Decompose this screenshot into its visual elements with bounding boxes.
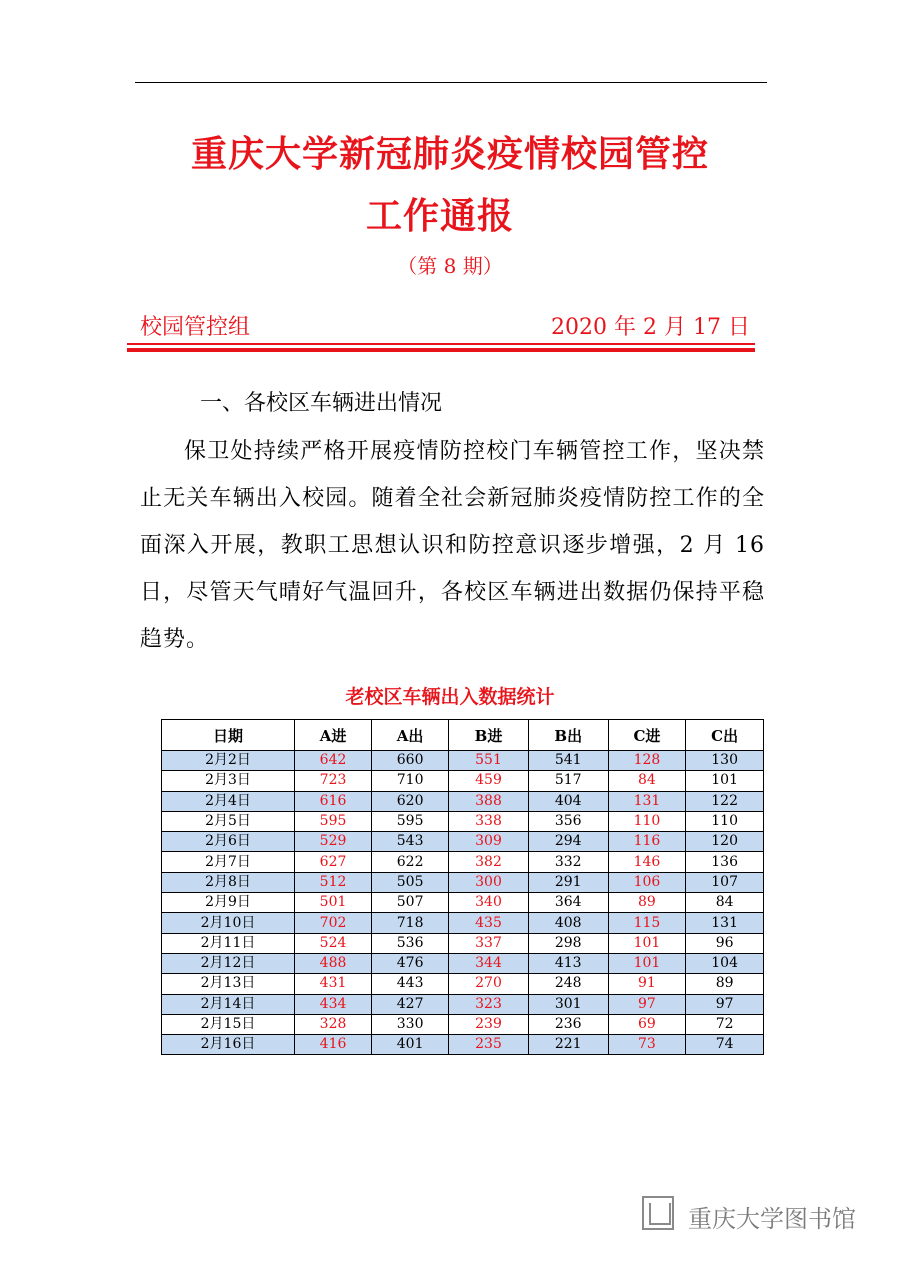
c-in-cell: 116 xyxy=(608,832,686,852)
date-cell: 2月7日 xyxy=(162,852,295,872)
c-in-cell: 146 xyxy=(608,852,686,872)
a-out-cell: 443 xyxy=(372,974,449,994)
c-out-cell: 97 xyxy=(686,994,764,1014)
a-out-cell: 401 xyxy=(372,1035,449,1055)
red-divider-thick xyxy=(127,348,755,352)
b-out-cell: 413 xyxy=(528,953,608,973)
b-in-cell: 459 xyxy=(449,771,529,791)
b-in-cell: 382 xyxy=(449,852,529,872)
top-rule xyxy=(135,82,767,83)
section-heading: 一、各校区车辆进出情况 xyxy=(200,391,443,416)
a-in-cell: 328 xyxy=(295,1014,372,1034)
table-row xyxy=(162,872,764,892)
b-in-cell: 235 xyxy=(449,1035,529,1055)
c-out-cell: 72 xyxy=(686,1014,764,1034)
section-paragraph: 保卫处持续严格开展疫情防控校门车辆管控工作，坚决禁止无关车辆出入校园。随着全社会新冠肺炎疫情防控工作的全面深入开展，教职工思想认识和防控意识逐步增强，2 月 16 日，尽管天气晴好气温回升，各校区车辆进出数据仍保持平稳趋势。 xyxy=(140,439,765,652)
a-out-cell: 507 xyxy=(372,893,449,913)
a-in-cell: 529 xyxy=(295,832,372,852)
vehicle-stats-table xyxy=(161,719,764,1055)
c-out-cell: 120 xyxy=(686,832,764,852)
b-in-cell: 338 xyxy=(449,811,529,831)
a-in-cell: 434 xyxy=(295,994,372,1014)
c-out-cell: 110 xyxy=(686,811,764,831)
c-in-cell: 101 xyxy=(608,953,686,973)
b-in-cell: 309 xyxy=(449,832,529,852)
c-out-cell: 136 xyxy=(686,852,764,872)
date-cell: 2月9日 xyxy=(162,893,295,913)
table-row xyxy=(162,1014,764,1034)
b-out-cell: 236 xyxy=(528,1014,608,1034)
c-in-cell: 106 xyxy=(608,872,686,892)
b-in-cell: 239 xyxy=(449,1014,529,1034)
c-in-cell: 91 xyxy=(608,974,686,994)
a-in-cell: 524 xyxy=(295,933,372,953)
b-out-cell: 356 xyxy=(528,811,608,831)
a-out-cell: 476 xyxy=(372,953,449,973)
table-row xyxy=(162,994,764,1014)
table-row xyxy=(162,771,764,791)
date-cell: 2月5日 xyxy=(162,811,295,831)
library-watermark: 重庆大学图书馆 xyxy=(688,1205,856,1233)
c-in-cell: 89 xyxy=(608,893,686,913)
b-out-cell: 364 xyxy=(528,893,608,913)
b-out-cell: 294 xyxy=(528,832,608,852)
a-in-cell: 512 xyxy=(295,872,372,892)
table-row xyxy=(162,811,764,831)
document-title-line1: 重庆大学新冠肺炎疫情校园管控 xyxy=(190,134,709,175)
c-in-cell: 115 xyxy=(608,913,686,933)
c-in-cell: 97 xyxy=(608,994,686,1014)
table-row xyxy=(162,751,764,771)
b-in-cell: 551 xyxy=(449,751,529,771)
a-in-cell: 616 xyxy=(295,791,372,811)
b-in-cell: 300 xyxy=(449,872,529,892)
c-in-cell: 69 xyxy=(608,1014,686,1034)
header-c-out: C出 xyxy=(686,720,764,751)
date-cell: 2月13日 xyxy=(162,974,295,994)
table-row xyxy=(162,893,764,913)
a-out-cell: 427 xyxy=(372,994,449,1014)
table-header-row xyxy=(162,720,764,751)
b-out-cell: 541 xyxy=(528,751,608,771)
b-out-cell: 517 xyxy=(528,771,608,791)
a-in-cell: 627 xyxy=(295,852,372,872)
a-out-cell: 330 xyxy=(372,1014,449,1034)
date-cell: 2月3日 xyxy=(162,771,295,791)
c-out-cell: 84 xyxy=(686,893,764,913)
a-out-cell: 505 xyxy=(372,872,449,892)
a-in-cell: 595 xyxy=(295,811,372,831)
c-out-cell: 74 xyxy=(686,1035,764,1055)
b-in-cell: 323 xyxy=(449,994,529,1014)
a-out-cell: 620 xyxy=(372,791,449,811)
b-out-cell: 291 xyxy=(528,872,608,892)
header-b-out: B出 xyxy=(528,720,608,751)
table-title: 老校区车辆出入数据统计 xyxy=(345,686,555,708)
date-cell: 2月15日 xyxy=(162,1014,295,1034)
date-cell: 2月11日 xyxy=(162,933,295,953)
b-in-cell: 435 xyxy=(449,913,529,933)
b-out-cell: 408 xyxy=(528,913,608,933)
header-b-in: B进 xyxy=(449,720,529,751)
table-row xyxy=(162,913,764,933)
b-in-cell: 270 xyxy=(449,974,529,994)
c-out-cell: 130 xyxy=(686,751,764,771)
table-row xyxy=(162,791,764,811)
a-in-cell: 642 xyxy=(295,751,372,771)
c-out-cell: 104 xyxy=(686,953,764,973)
table-row xyxy=(162,974,764,994)
a-in-cell: 431 xyxy=(295,974,372,994)
b-in-cell: 344 xyxy=(449,953,529,973)
a-out-cell: 543 xyxy=(372,832,449,852)
a-out-cell: 710 xyxy=(372,771,449,791)
table-row xyxy=(162,852,764,872)
red-divider-thin xyxy=(127,343,755,345)
c-out-cell: 131 xyxy=(686,913,764,933)
a-in-cell: 416 xyxy=(295,1035,372,1055)
date-cell: 2月4日 xyxy=(162,791,295,811)
c-in-cell: 84 xyxy=(608,771,686,791)
issue-date: 2020 年 2 月 17 日 xyxy=(551,315,750,340)
a-out-cell: 536 xyxy=(372,933,449,953)
c-out-cell: 89 xyxy=(686,974,764,994)
date-cell: 2月14日 xyxy=(162,994,295,1014)
table-row xyxy=(162,953,764,973)
b-out-cell: 301 xyxy=(528,994,608,1014)
c-out-cell: 122 xyxy=(686,791,764,811)
c-in-cell: 128 xyxy=(608,751,686,771)
b-out-cell: 298 xyxy=(528,933,608,953)
b-in-cell: 337 xyxy=(449,933,529,953)
header-c-in: C进 xyxy=(608,720,686,751)
date-cell: 2月6日 xyxy=(162,832,295,852)
issue-number: （第 8 期） xyxy=(397,254,503,278)
b-out-cell: 332 xyxy=(528,852,608,872)
table-row xyxy=(162,933,764,953)
library-logo-icon xyxy=(642,1196,674,1230)
a-in-cell: 488 xyxy=(295,953,372,973)
b-in-cell: 388 xyxy=(449,791,529,811)
header-a-out: A出 xyxy=(372,720,449,751)
date-cell: 2月16日 xyxy=(162,1035,295,1055)
table-row xyxy=(162,832,764,852)
a-out-cell: 718 xyxy=(372,913,449,933)
header-a-in: A进 xyxy=(295,720,372,751)
c-in-cell: 110 xyxy=(608,811,686,831)
document-title-line2: 工作通报 xyxy=(365,196,514,237)
a-out-cell: 595 xyxy=(372,811,449,831)
c-in-cell: 101 xyxy=(608,933,686,953)
date-cell: 2月10日 xyxy=(162,913,295,933)
b-out-cell: 221 xyxy=(528,1035,608,1055)
c-out-cell: 101 xyxy=(686,771,764,791)
header-date: 日期 xyxy=(162,720,295,751)
c-out-cell: 96 xyxy=(686,933,764,953)
a-out-cell: 622 xyxy=(372,852,449,872)
c-in-cell: 73 xyxy=(608,1035,686,1055)
date-cell: 2月8日 xyxy=(162,872,295,892)
b-out-cell: 248 xyxy=(528,974,608,994)
table-body xyxy=(162,751,764,1055)
a-out-cell: 660 xyxy=(372,751,449,771)
b-out-cell: 404 xyxy=(528,791,608,811)
b-in-cell: 340 xyxy=(449,893,529,913)
c-out-cell: 107 xyxy=(686,872,764,892)
department-name: 校园管控组 xyxy=(140,315,251,340)
a-in-cell: 702 xyxy=(295,913,372,933)
a-in-cell: 501 xyxy=(295,893,372,913)
date-cell: 2月2日 xyxy=(162,751,295,771)
a-in-cell: 723 xyxy=(295,771,372,791)
date-cell: 2月12日 xyxy=(162,953,295,973)
c-in-cell: 131 xyxy=(608,791,686,811)
table-row xyxy=(162,1035,764,1055)
